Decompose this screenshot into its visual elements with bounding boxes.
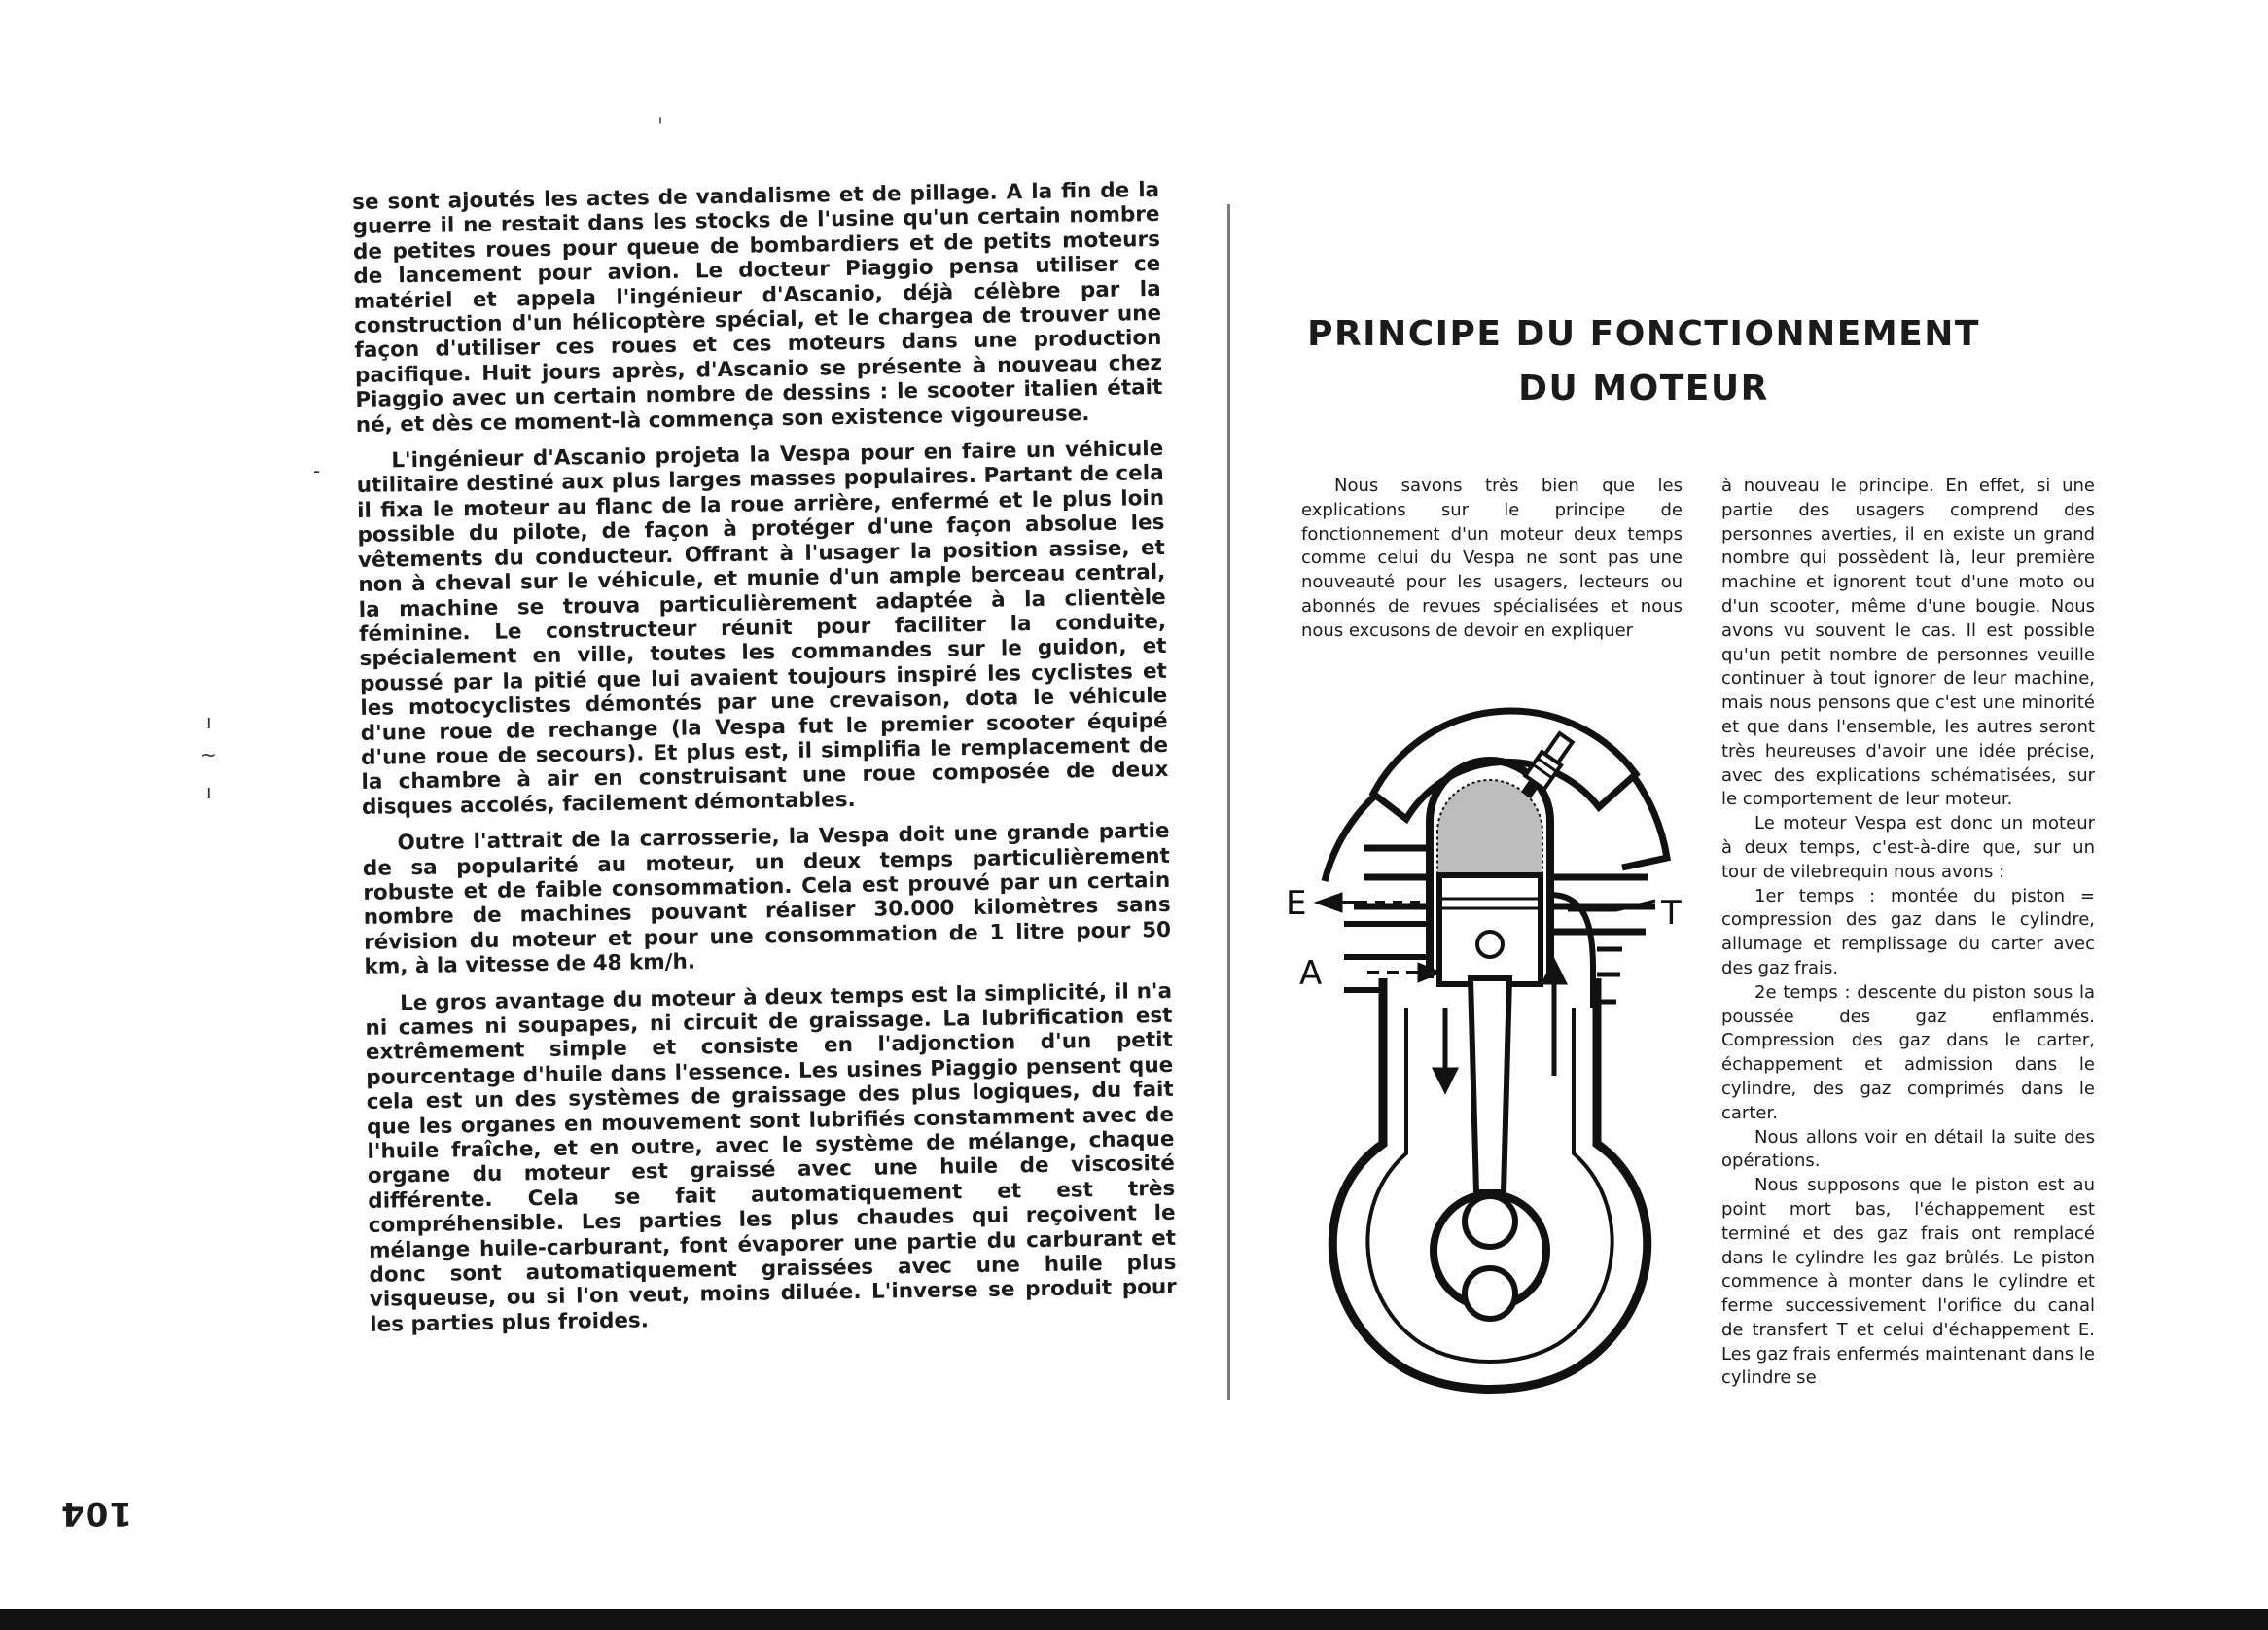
col-b-paragraph-5: Nous allons voir en détail la suite des opérations.	[1721, 1126, 2095, 1172]
left-paragraph-1: se sont ajoutés les actes de vandalisme et de pillage. A la fin de la guerre il ne restait dans les stocks de l'usine qu'un certain nombre de petites roues pour queue de bombardiers et de petits moteurs de lancement pour avion. Le docteur Piaggio pensa utiliser ce matériel et appela l'ingénieur d'Ascanio, déjà célèbre par la construction d'un hélicoptère spécial, et le chargea de trouver une façon d'utiliser ces roues et ces moteurs dans une production pacifique. Huit jours après, d'Ascanio se présente à nouveau chez Piaggio avec un certain nombre de dessins : le scooter italien était né, et dès ce moment-là commença son existence vigoureuse.	[352, 177, 1163, 438]
cooling-fin-left	[1325, 796, 1375, 881]
scan-mark: -	[313, 459, 321, 482]
flow-arrow-up	[1544, 963, 1564, 1076]
scan-mark: ı	[206, 780, 212, 803]
left-paragraph-3: Outre l'attrait de la carrosserie, la Vespa doit une grande partie de sa popularité au moteur, un deux temps particulièrement robuste et de faible consommation. Cela est prouvé par un certain nombre de machines pouvant réaliser 30.000 kilomètres sans révision du moteur et pour une consommation de 1 litre pour 50 km, à la vitesse de 48 km/h.	[362, 819, 1172, 980]
col-b-paragraph-4: 2e temps : descente du piston sous la poussée des gaz enflammés. Compression des gaz dans le carter, échappement et admission dans le cylindre, des gaz comprimés dans le carter.	[1721, 981, 2095, 1123]
exhaust-port	[1315, 881, 1430, 924]
label-intake: A	[1299, 954, 1323, 993]
left-paragraph-4: Le gros avantage du moteur à deux temps est la simplicité, il n'a ni cames ni soupapes, ni circuit de graissage. La lubrification est extrêmement simple et consiste en l'adjonction d'un petit pourcentage d'huile dans l'essence. Les usines Piaggio pensent que cela est un des systèmes de graissage des plus logiques, du fait que les organes en mouvement sont lubrifiés constamment avec de l'huile fraîche, et en outre, avec le système de mélange, chaque organe du moteur est graissé avec une huile de viscosité différente. Cela se fait automatiquement et est très compréhensible. Les parties les plus chaudes qui reçoivent le mélange huile-carburant, font évaporer une partie du carburant et donc sont automatiquement graissées avec une huile plus visqueuse, ou si l'on veut, moins diluée. L'inverse se produit pour les parties plus froides.	[365, 978, 1178, 1337]
label-transfer: T	[1661, 894, 1682, 933]
right-column-b	[1721, 475, 2095, 1391]
cooling-fin-right	[1622, 774, 1667, 868]
col-b-paragraph-1: à nouveau le principe. En effet, si une partie des usagers comprend des personnes averties, il en existe un grand nombre qui possèdent là, leur première machine et ignorent tout d'une moto ou d'un scooter, même d'une bougie. Nous avons vu souvent le cas. Il est possible qu'un petit nombre de personnes veuille continuer à tout ignorer de leur machine, mais nous pensons que c'est une minorité et que dans l'ensemble, les autres seront très heureuses d'avoir une idée précise, avec des explications schématisées, sur le comportement de leur moteur.	[1721, 476, 2095, 810]
two-stroke-engine-diagram	[1286, 687, 1694, 1406]
connecting-rod	[1471, 978, 1509, 1192]
chapter-title-line-2: DU MOTEUR	[1518, 369, 1769, 408]
page-fold	[1227, 204, 1230, 1400]
scan-speck: ˌ	[657, 101, 664, 125]
left-page-text	[352, 178, 1178, 1349]
label-exhaust: E	[1286, 884, 1307, 923]
page-number: 104	[60, 1494, 132, 1533]
chapter-title-line-1: PRINCIPE DU FONCTIONNEMENT	[1307, 314, 1980, 354]
scan-edge	[0, 1609, 2268, 1630]
flow-arrow-down	[1435, 1008, 1455, 1089]
chapter-title	[1293, 307, 1994, 416]
col-b-paragraph-2: Le moteur Vespa est donc un moteur à deux temps, c'est-à-dire que, sur un tour de vilebrequin nous avons :	[1721, 813, 2095, 882]
col-a-paragraph-1: Nous savons très bien que les explications sur le principe de fonctionnement d'un moteur deux temps comme celui du Vespa ne sont pas une nouveauté pour les usagers, lecteurs ou abonnés de revues spécialisées et nous nous excusons de devoir en expliquer	[1301, 476, 1683, 641]
scan-mark: ı	[206, 710, 212, 733]
left-paragraph-2: L'ingénieur d'Ascanio projeta la Vespa pour en faire un véhicule utilitaire destiné aux plus larges masses populaires. Partant de cela il fixa le moteur au flanc de la roue arrière, enfermé et le plus loin possible du pilote, de façon à protéger d'une façon absolue les vêtements du conducteur. Offrant à l'usager la position assise, et non à cheval sur le véhicule, et munie d'un ample berceau central, la machine se trouva particulièrement adaptée à la clientèle féminine. Le constructeur réunit pour faciliter la conduite, spécialement en ville, toutes les commandes sur le guidon, et poussé par la pitié que lui avaient toujours inspiré les cyclistes et les motocyclistes démontés par une crevaison, dota le véhicule d'une roue de rechange (la Vespa fut le premier scooter équipé d'une roue de secours). Et plus est, il simplifia le remplacement de la chambre à air en construisant une roue composée de deux disques accolés, facilement démontables.	[356, 436, 1169, 820]
crank-pin	[1465, 1196, 1515, 1247]
piston-pin	[1477, 932, 1503, 957]
col-b-paragraph-3: 1er temps : montée du piston = compression des gaz dans le cylindre, allumage et remplissage du carter avec des gaz frais.	[1721, 885, 2095, 978]
right-column-a	[1301, 475, 1683, 644]
crank-shaft-main	[1465, 1268, 1515, 1319]
scan-mark: ~	[200, 743, 217, 766]
col-b-paragraph-6: Nous supposons que le piston est au point mort bas, l'échappement est terminé et des gaz frais ont remplacé dans le cylindre les gaz brûlés. Le piston commence à monter dans le cylindre et ferme successivement l'orifice du canal de transfert T et celui d'échappement E. Les gaz frais enfermés maintenant dans le cylindre se	[1721, 1175, 2095, 1389]
